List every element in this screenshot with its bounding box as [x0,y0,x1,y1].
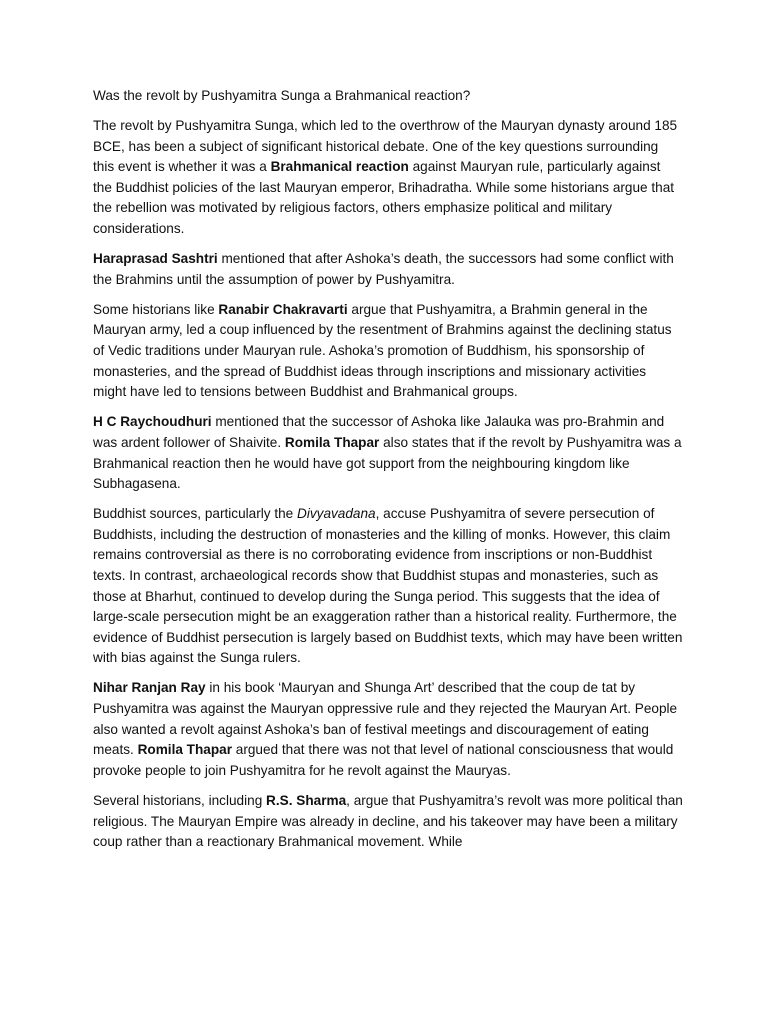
paragraph-5-text-b: , accuse Pushyamitra of severe persecution of Buddhists, including the destruction of monasteries and the killing of monks. However, this claim remains controversial as there is no corroborating evidence from inscriptions or non-Buddhist texts. In contrast, archaeological records show that Buddhist stupas and monasteries, such as those at Bharhut, continued to develop during the Sunga period. This suggests that the idea of large-scale persecution might be an exaggeration rather than a historical reality. Furthermore, the evidence of Buddhist persecution is largely based on Buddhist texts, which may have been written with bias against the Sunga rulers. [93,506,683,666]
paragraph-2 [93,249,683,290]
paragraph-2-text: mentioned that after Ashoka’s death, the successors had some conflict with the Brahmins until the assumption of power by Pushyamitra. [93,251,674,287]
paragraph-1-text-a: The revolt by Pushyamitra Sunga, which led to the overthrow of the Mauryan dynasty around 185 BCE, has been a subject of significant historical debate. One of the key questions surrounding this event is whether it was a [93,118,678,175]
paragraph-1-text-b: against Mauryan rule, particularly against the Buddhist policies of the last Mauryan emperor, Brihadratha. While some historians argue that the rebellion was motivated by religious factors, others emphasize political and military considerations. [93,159,675,237]
paragraph-5-text-a: Buddhist sources, particularly the [93,506,298,522]
paragraph-6-text-b: argued that there was not that level of national consciousness that would provoke people to join Pushyamitra for he revolt against the Mauryas. [93,742,674,778]
paragraph-4-text-a: mentioned that the successor of Ashoka like Jalauka was pro-Brahmin and was ardent follower of Shaivite. [93,414,665,450]
historian-romila-thapar: Romila Thapar [137,742,232,758]
historian-romila-thapar: Romila Thapar [284,434,380,450]
source-divyavadana: Divyavadana [297,506,376,522]
paragraph-6 [93,678,683,781]
document-page [93,86,683,862]
historian-haraprasad-sashtri: Haraprasad Sashtri [93,251,218,267]
paragraph-5 [93,504,683,669]
historian-ranabir-chakravarti: Ranabir Chakravarti [218,301,348,317]
paragraph-4 [93,412,683,494]
paragraph-7-text-a: Several historians, including [93,792,267,808]
historian-hc-raychoudhuri: H C Raychoudhuri [93,414,212,430]
paragraph-3 [93,300,683,403]
paragraph-1 [93,116,683,240]
paragraph-3-text-a: Some historians like [93,301,219,317]
paragraph-4-text-b: also states that if the revolt by Pushyamitra was a Brahmanical reaction then he would have got support from the neighbouring kingdom like Subhagasena. [93,434,682,492]
paragraph-7-text-b: , argue that Pushyamitra’s revolt was more political than religious. The Mauryan Empire was already in decline, and his takeover may have been a military coup rather than a reactionary Brahmanical movement. While [93,792,683,850]
historian-rs-sharma: R.S. Sharma [266,792,347,808]
paragraph-3-text-b: argue that Pushyamitra, a Brahmin general in the Mauryan army, led a coup influenced by the resentment of Brahmins against the declining status of Vedic traditions under Mauryan rule. Ashoka’s promotion of Buddhism, his sponsorship of monasteries, and the spread of Buddhist ideas through inscriptions and missionary activities might have led to tensions between Buddhist and Brahmanical groups. [93,301,672,400]
term-brahmanical-reaction: Brahmanical reaction [270,159,409,175]
paragraph-6-text-a: in his book ‘Mauryan and Shunga Art’ described that the coup de tat by Pushyamitra was against the Mauryan oppressive rule and they rejected the Mauryan Art. People also wanted a revolt against Ashoka’s ban of festival meetings and discouragement of eating meats. [93,680,678,758]
historian-nihar-ranjan-ray: Nihar Ranjan Ray [93,680,206,696]
document-title: Was the revolt by Pushyamitra Sunga a Brahmanical reaction? [93,88,471,103]
paragraph-7 [93,791,683,853]
